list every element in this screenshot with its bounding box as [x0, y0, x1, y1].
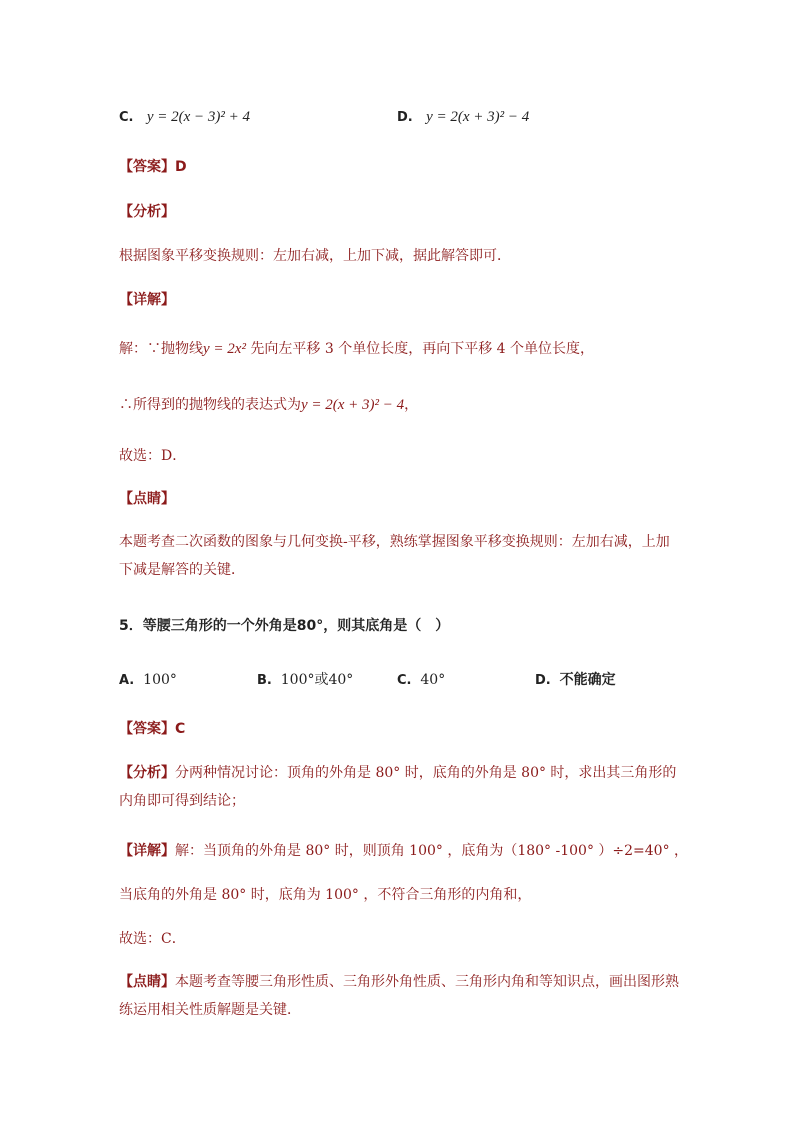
q5-answer-value: C	[175, 721, 186, 737]
q4-option-c-label: C.	[119, 110, 134, 125]
q5-option-c-value: 40°	[420, 672, 446, 688]
q4-analysis-text: 根据图象平移变换规则：左加右减，上加下减，据此解答即可．	[119, 248, 511, 264]
q4-detail-line-1-pre: 解：∵抛物线	[119, 341, 203, 357]
q5-option-a-value: 100°	[143, 672, 177, 688]
q4-comment-tag: 【点睛】	[119, 491, 175, 507]
q5-answer-tag: 【答案】	[119, 721, 175, 737]
q5-option-d	[535, 670, 616, 691]
q5-option-c	[397, 670, 445, 691]
q4-analysis-tag: 【分析】	[119, 204, 175, 220]
q4-detail-line-2-expr: y = 2(x + 3)² − 4	[301, 397, 405, 413]
q4-answer-tag: 【答案】	[119, 159, 175, 175]
q5-detail-line-2: 当底角的外角是 80° 时，底角为 100° ，不符合三角形的内角和，	[119, 887, 532, 903]
q5-analysis-text: 分两种情况讨论：顶角的外角是 80° 时，底角的外角是 80° 时，求出其三角形的内角即可得到结论；	[119, 765, 677, 809]
q5-option-b	[257, 670, 353, 691]
q5-option-d-label: D.	[535, 673, 551, 688]
q5-detail-line-1	[119, 841, 688, 861]
q4-detail-line-1	[119, 339, 594, 359]
q4-choose-text: 故选：D．	[119, 448, 187, 464]
q5-option-b-label: B.	[257, 673, 272, 688]
q5-option-a-label: A.	[119, 673, 135, 688]
q5-detail-tag: 【详解】	[119, 843, 175, 859]
q5-analysis	[119, 759, 679, 815]
q5-comment-text: 本题考查等腰三角形性质、三角形外角性质、三角形内角和等知识点，画出图形熟练运用相关性质解题是关键．	[119, 974, 679, 1018]
q4-detail-tag: 【详解】	[119, 292, 175, 308]
q4-option-c	[119, 107, 250, 128]
q4-answer	[119, 157, 187, 177]
q4-detail-line-1-expr: y = 2x²	[203, 341, 246, 357]
q4-detail-line-2-post: ，	[404, 397, 419, 413]
q4-detail-line-2-pre: ∴所得到的抛物线的表达式为	[119, 397, 301, 413]
q4-option-c-expr: y = 2(x − 3)² + 4	[146, 109, 251, 125]
q5-option-c-label: C.	[397, 673, 412, 688]
q5-option-b-value: 100°或40°	[280, 672, 354, 688]
q4-answer-value: D	[175, 159, 187, 175]
q5-comment-tag: 【点睛】	[119, 974, 175, 990]
q5-detail-line-1-text: 解：当顶角的外角是 80° 时，则顶角 100° ，底角为（180° -100° ）÷2=40° ，	[175, 843, 689, 859]
q5-comment	[119, 968, 679, 1024]
q4-option-d	[397, 107, 529, 128]
q4-detail-line-1-post: 先向左平移 3 个单位长度，再向下平移 4 个单位长度，	[245, 341, 595, 357]
q5-answer	[119, 719, 185, 739]
q5-question: 5．等腰三角形的一个外角是80°，则其底角是（ ）	[119, 618, 450, 634]
q4-option-d-label: D.	[397, 110, 413, 125]
q4-detail-line-2	[119, 395, 418, 415]
q4-option-d-expr: y = 2(x + 3)² − 4	[426, 109, 530, 125]
q5-option-d-value: 不能确定	[559, 672, 616, 688]
q5-analysis-tag: 【分析】	[119, 765, 175, 781]
q5-option-a	[119, 670, 177, 691]
q5-choose-text: 故选：C．	[119, 931, 186, 947]
q4-comment-text: 本题考查二次函数的图象与几何变换-平移，熟练掌握图象平移变换规则：左加右减，上加下减是解答的关键．	[119, 534, 670, 578]
